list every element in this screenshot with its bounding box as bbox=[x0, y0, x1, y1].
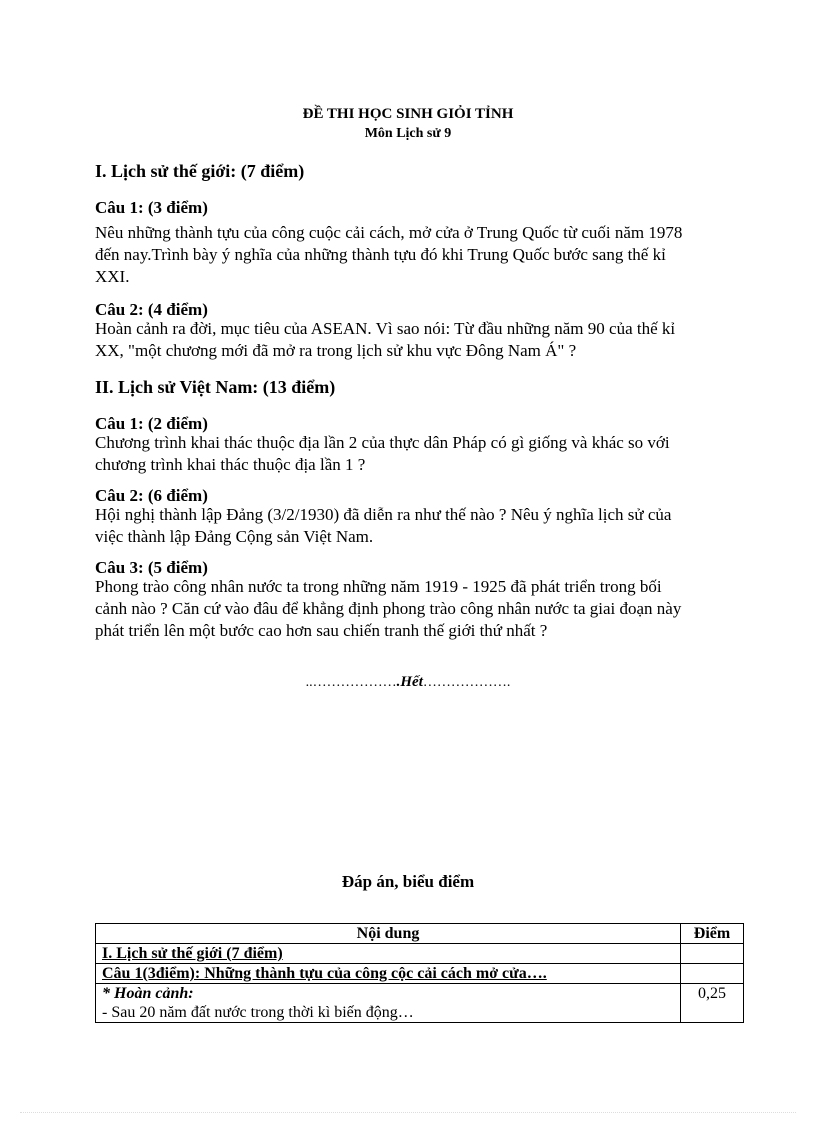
exam-subtitle: Môn Lịch sử 9 bbox=[364, 126, 452, 141]
part1-q2-heading: Câu 2: (4 điểm) bbox=[95, 300, 208, 319]
table-row bbox=[96, 984, 744, 1023]
row-q1-points bbox=[681, 964, 744, 984]
end-dots-left: ..……………… bbox=[305, 675, 397, 690]
part2-q3-text bbox=[95, 576, 745, 642]
text-line: Chương trình khai thác thuộc địa lần 2 của thực dân Pháp có gì giống và khác so với bbox=[95, 433, 670, 452]
text-line: XX, "một chương mới đã mở ra trong lịch sử khu vực Đông Nam Á" ? bbox=[95, 341, 577, 360]
row-q1 bbox=[96, 964, 681, 984]
table-header-row bbox=[96, 924, 744, 944]
header-points: Điểm bbox=[681, 924, 744, 944]
text-line: phát triển lên một bước cao hơn sau chiến tranh thế giới thứ nhất ? bbox=[95, 621, 548, 640]
text-line: XXI. bbox=[95, 267, 130, 286]
text-line: Hội nghị thành lập Đảng (3/2/1930) đã diễn ra như thế nào ? Nêu ý nghĩa lịch sử của bbox=[95, 505, 672, 524]
end-dots-right: ………………. bbox=[422, 675, 511, 690]
row-context-text: - Sau 20 năm đất nước trong thời kì biến động… bbox=[102, 1004, 414, 1021]
part2-q1-heading: Câu 1: (2 điểm) bbox=[95, 414, 208, 433]
text-line: Hoàn cảnh ra đời, mục tiêu của ASEAN. Vì sao nói: Từ đầu những năm 90 của thế kỉ bbox=[95, 319, 676, 338]
row-context-points: 0,25 bbox=[681, 984, 744, 1023]
part2-q2-heading: Câu 2: (6 điểm) bbox=[95, 486, 208, 505]
row-q1-text: Câu 1(3điểm): Những thành tựu của công cộc cải cách mở cửa…. bbox=[102, 965, 547, 982]
part1-heading: I. Lịch sử thế giới: (7 điểm) bbox=[95, 161, 305, 181]
text-line: đến nay.Trình bày ý nghĩa của những thành tựu đó khi Trung Quốc bước sang thế kỉ bbox=[95, 245, 666, 264]
text-line: Nêu những thành tựu của công cuộc cải cách, mở cửa ở Trung Quốc từ cuối năm 1978 bbox=[95, 223, 683, 242]
answer-title: Đáp án, biểu điểm bbox=[341, 872, 475, 891]
exam-title: ĐỀ THI HỌC SINH GIỎI TỈNH bbox=[302, 106, 514, 122]
row-part1-text: I. Lịch sử thế giới (7 điểm) bbox=[102, 945, 283, 962]
row-context-heading: * Hoàn cảnh: bbox=[102, 985, 194, 1002]
end-word: .Hết bbox=[396, 674, 423, 690]
table-row bbox=[96, 944, 744, 964]
answer-table bbox=[95, 923, 744, 1023]
text-line: việc thành lập Đảng Cộng sản Việt Nam. bbox=[95, 527, 374, 546]
text-line: chương trình khai thác thuộc địa lần 1 ? bbox=[95, 455, 366, 474]
part2-q2-text bbox=[95, 504, 745, 548]
part2-q3-heading: Câu 3: (5 điểm) bbox=[95, 558, 208, 577]
text-line: cảnh nào ? Căn cứ vào đâu để khẳng định phong trào công nhân nước ta giai đoạn này bbox=[95, 599, 682, 618]
text-line: Phong trào công nhân nước ta trong những năm 1919 - 1925 đã phát triển trong bối bbox=[95, 577, 662, 596]
header-content: Nội dung bbox=[96, 924, 681, 944]
end-marker bbox=[0, 674, 816, 691]
page-bottom-divider bbox=[20, 1112, 796, 1113]
part1-q1-heading: Câu 1: (3 điểm) bbox=[95, 198, 208, 217]
table-row bbox=[96, 964, 744, 984]
part2-heading: II. Lịch sử Việt Nam: (13 điểm) bbox=[95, 377, 336, 397]
part1-q2-text bbox=[95, 318, 745, 362]
part1-q1-text bbox=[95, 222, 745, 288]
row-context bbox=[96, 984, 681, 1023]
row-part1 bbox=[96, 944, 681, 964]
row-part1-points bbox=[681, 944, 744, 964]
part2-q1-text bbox=[95, 432, 745, 476]
